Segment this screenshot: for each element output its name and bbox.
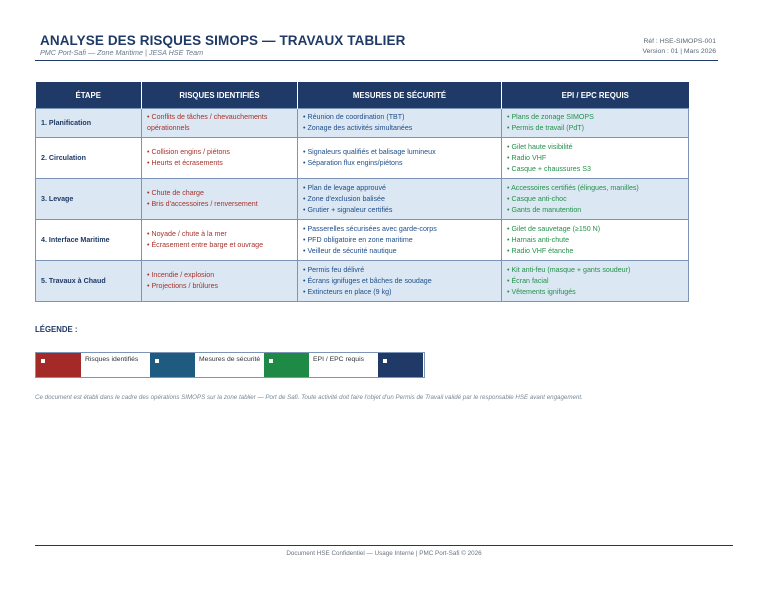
risk-item: • Collision engins / piétons xyxy=(147,148,230,156)
ppe-item: • Accessoires certifiés (élingues, manilles) xyxy=(507,183,639,192)
table-row xyxy=(36,179,689,220)
ppe-item: • Harnais anti-chute xyxy=(507,235,570,244)
ppe-cell xyxy=(502,179,689,220)
measure-item: • Permis feu délivré xyxy=(303,265,365,274)
disclaimer-note: Ce document est établi dans le cadre des opérations SIMOPS sur la zone tablier — Port de Safi. Toute activité doit faire l'objet d'un Permis de Travail validé par le responsable HSE avant engagement. xyxy=(35,394,583,401)
measure-item: • Extincteurs en place (9 kg) xyxy=(303,287,392,296)
measures-cell xyxy=(298,261,502,302)
ppe-item: • Radio VHF étanche xyxy=(507,246,574,255)
legend-marker-icon xyxy=(41,359,45,363)
ppe-item: • Écran facial xyxy=(507,276,549,285)
page-footer: Document HSE Confidentiel — Usage Interne | PMC Port-Safi © 2026 xyxy=(286,550,482,557)
risk-item: • Chute de charge xyxy=(147,189,204,197)
risks-cell xyxy=(142,261,298,302)
legend xyxy=(35,352,425,378)
ppe-cell xyxy=(502,109,689,138)
risks-cell xyxy=(142,179,298,220)
measures-cell xyxy=(298,220,502,261)
column-header-ppe: EPI / EPC REQUIS xyxy=(502,82,689,109)
risk-item: • Conflits de tâches / chevauchements xyxy=(147,113,268,121)
ppe-item: • Gants de manutention xyxy=(507,205,582,214)
step-cell: 1. Planification xyxy=(36,109,142,138)
risks-cell xyxy=(142,138,298,179)
measure-item: • Écrans ignifuges et bâches de soudage xyxy=(303,276,432,285)
risk-item: • Noyade / chute à la mer xyxy=(147,230,227,238)
ppe-cell xyxy=(502,261,689,302)
version-info: Version : 01 | Mars 2026 xyxy=(642,47,716,55)
ppe-item: • Radio VHF xyxy=(507,153,547,162)
column-header-step: ÉTAPE xyxy=(36,82,142,109)
risk-item: • Heurts et écrasements xyxy=(147,159,223,167)
table-row xyxy=(36,220,689,261)
ppe-item: • Kit anti-feu (masque + gants soudeur) xyxy=(507,265,631,274)
risk-analysis-table xyxy=(35,82,689,302)
ppe-item: • Casque + chaussures S3 xyxy=(507,164,591,173)
ppe-item: • Gilet de sauvetage (≥150 N) xyxy=(507,224,601,233)
step-cell: 2. Circulation xyxy=(36,138,142,179)
measure-item: • Séparation flux engins/piétons xyxy=(303,159,403,167)
ppe-cell xyxy=(502,220,689,261)
table-row xyxy=(36,138,689,179)
measure-item: • PFD obligatoire en zone maritime xyxy=(303,235,413,244)
ppe-cell xyxy=(502,138,689,179)
measure-item: • Zonage des activités simultanées xyxy=(303,124,413,132)
risk-item: • Écrasement entre barge et ouvrage xyxy=(147,241,264,249)
table-row xyxy=(36,109,689,138)
risks-cell xyxy=(142,109,298,138)
measure-item: • Réunion de coordination (TBT) xyxy=(303,113,405,121)
step-cell: 5. Travaux à Chaud xyxy=(36,261,142,302)
step-cell: 4. Interface Maritime xyxy=(36,220,142,261)
page-title: ANALYSE DES RISQUES SIMOPS — TRAVAUX TABLIER xyxy=(40,33,406,48)
legend-swatch-ppe xyxy=(264,353,309,377)
document-header xyxy=(35,33,718,61)
page-subtitle: PMC Port-Safi — Zone Maritime | JESA HSE Team xyxy=(40,48,204,57)
legend-title: LÉGENDE : xyxy=(35,325,78,334)
measure-item: • Zone d'exclusion balisée xyxy=(303,194,385,203)
measure-item: • Veilleur de sécurité nautique xyxy=(303,246,397,255)
risk-item: • Incendie / explosion xyxy=(147,271,215,279)
reference-number: Réf : HSE-SIMOPS-001 xyxy=(643,38,716,45)
measure-item: • Grutier + signaleur certifiés xyxy=(303,205,393,214)
column-header-measures: MESURES DE SÉCURITÉ xyxy=(298,82,502,109)
risk-item: • Projections / brûlures xyxy=(147,282,219,290)
ppe-item: • Vêtements ignifugés xyxy=(507,287,576,296)
table-row xyxy=(36,261,689,302)
ppe-item: • Permis de travail (PdT) xyxy=(507,124,584,132)
ppe-item: • Casque anti-choc xyxy=(507,194,567,203)
measures-cell xyxy=(298,179,502,220)
measures-cell xyxy=(298,109,502,138)
column-header-risks: RISQUES IDENTIFIÉS xyxy=(142,82,298,109)
legend-marker-icon xyxy=(269,359,273,363)
measure-item: • Passerelles sécurisées avec garde-corps xyxy=(303,224,437,233)
legend-label-ppe: EPI / EPC requis xyxy=(309,353,378,377)
footer-divider xyxy=(35,545,733,546)
legend-swatch-structure xyxy=(378,353,423,377)
risk-item: opérationnels xyxy=(147,124,190,132)
risk-item: • Bris d'accessoires / renversement xyxy=(147,200,258,208)
document-reference xyxy=(642,37,716,56)
table-header-row xyxy=(36,82,689,109)
ppe-item: • Gilet haute visibilité xyxy=(507,142,573,151)
legend-marker-icon xyxy=(383,359,387,363)
step-cell: 3. Levage xyxy=(36,179,142,220)
ppe-item: • Plans de zonage SIMOPS xyxy=(507,113,594,121)
legend-swatch-measures xyxy=(150,353,195,377)
measures-cell xyxy=(298,138,502,179)
legend-label-measures: Mesures de sécurité xyxy=(195,353,264,377)
measure-item: • Signaleurs qualifiés et balisage lumineux xyxy=(303,148,436,156)
measure-item: • Plan de levage approuvé xyxy=(303,183,386,192)
legend-marker-icon xyxy=(155,359,159,363)
risks-cell xyxy=(142,220,298,261)
legend-swatch-risks xyxy=(36,353,81,377)
legend-label-risks: Risques identifiés xyxy=(81,353,150,377)
